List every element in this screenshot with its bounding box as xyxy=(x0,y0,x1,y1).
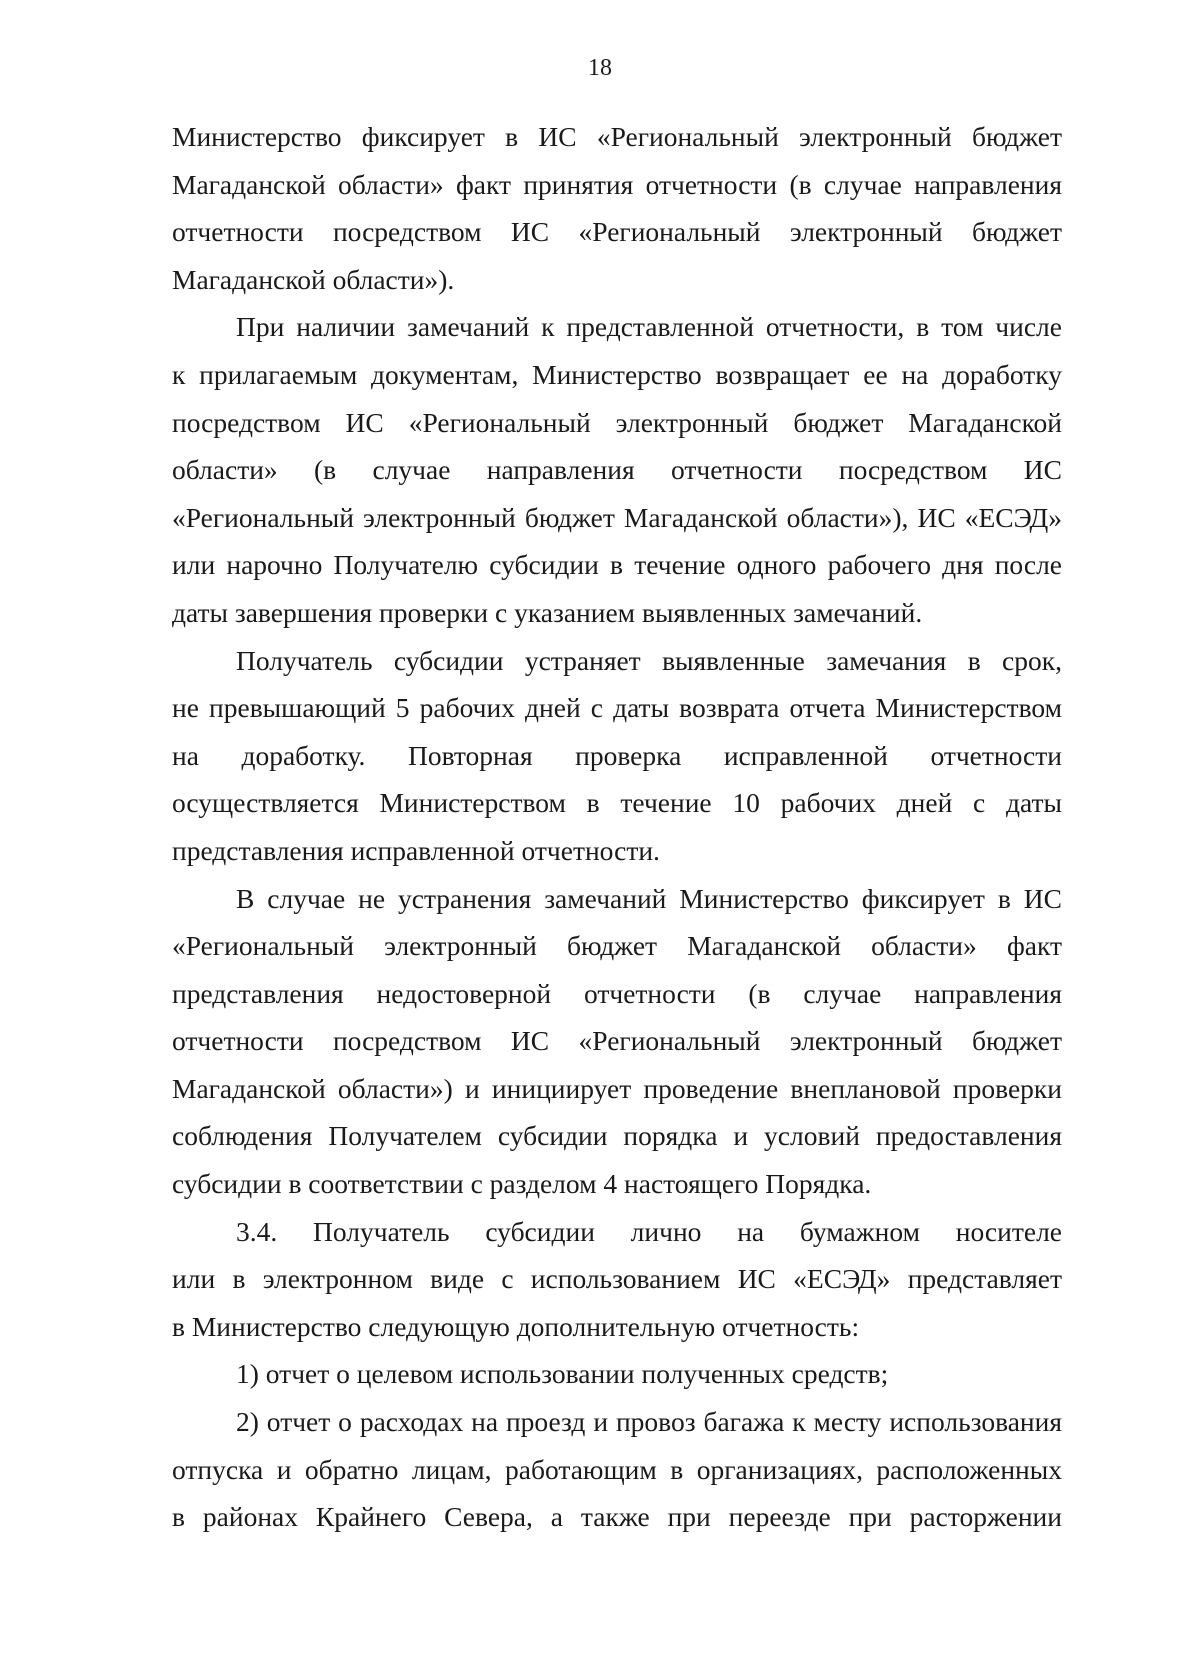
paragraph xyxy=(172,875,1062,1208)
paragraph xyxy=(172,113,1062,303)
text-line: 2) отчет о расходах на проезд и провоз багажа к месту использования xyxy=(236,1406,1062,1438)
text-line: 3.4. Получатель субсидии лично на бумажном носителе xyxy=(236,1215,1062,1247)
text-line: Магаданской области» факт принятия отчетности (в случае направления xyxy=(172,168,1062,200)
text-line: При наличии замечаний к представленной отчетности, в том числе xyxy=(236,311,1062,343)
paragraph xyxy=(172,303,1062,636)
text-line: отпуска и обратно лицам, работающим в организациях, расположенных xyxy=(172,1453,1062,1485)
text-line: «Региональный электронный бюджет Магаданской области» факт xyxy=(172,930,1062,962)
page-number: 18 xyxy=(588,55,612,81)
text-line: Магаданской области»). xyxy=(172,263,455,295)
text-line: В случае не устранения замечаний Министерство фиксирует в ИС xyxy=(236,882,1062,914)
text-line: или в электронном виде с использованием ИС «ЕСЭД» представляет xyxy=(172,1263,1062,1295)
document-body xyxy=(172,113,1062,1541)
text-line: соблюдения Получателем субсидии порядка и условий предоставления xyxy=(172,1120,1062,1152)
text-line: Министерство фиксирует в ИС «Региональный электронный бюджет xyxy=(172,121,1062,152)
text-line: представления недостоверной отчетности (в случае направления xyxy=(172,977,1062,1009)
text-line: или нарочно Получателю субсидии в течение одного рабочего дня после xyxy=(172,549,1062,581)
text-line: не превышающий 5 рабочих дней с даты возврата отчета Министерством xyxy=(172,692,1062,724)
text-line: отчетности посредством ИС «Региональный электронный бюджет xyxy=(172,216,1062,248)
text-line: даты завершения проверки с указанием выявленных замечаний. xyxy=(172,596,923,628)
text-line: в районах Крайнего Севера, а также при переезде при расторжении xyxy=(172,1501,1062,1533)
text-line: в Министерство следующую дополнительную отчетность: xyxy=(172,1310,860,1342)
paragraph xyxy=(172,1350,1062,1398)
text-line: посредством ИС «Региональный электронный бюджет Магаданской xyxy=(172,406,1062,438)
text-line: Магаданской области») и инициирует проведение внеплановой проверки xyxy=(172,1072,1062,1104)
text-line: 1) отчет о целевом использовании полученных средств; xyxy=(236,1358,889,1390)
paragraph xyxy=(172,637,1062,875)
paragraph xyxy=(172,1398,1062,1541)
text-line: представления исправленной отчетности. xyxy=(172,834,660,866)
text-line: «Региональный электронный бюджет Магаданской области»), ИС «ЕСЭД» xyxy=(172,501,1062,533)
text-line: осуществляется Министерством в течение 10 рабочих дней с даты xyxy=(172,787,1062,819)
text-line: области» (в случае направления отчетности посредством ИС xyxy=(172,454,1062,486)
text-line: Получатель субсидии устраняет выявленные замечания в срок, xyxy=(236,644,1062,676)
text-line: субсидии в соответствии с разделом 4 настоящего Порядка. xyxy=(172,1168,872,1200)
text-line: к прилагаемым документам, Министерство возвращает ее на доработку xyxy=(172,358,1062,390)
text-line: отчетности посредством ИС «Региональный электронный бюджет xyxy=(172,1025,1062,1057)
paragraph xyxy=(172,1208,1062,1351)
text-line: на доработку. Повторная проверка исправленной отчетности xyxy=(172,739,1062,771)
